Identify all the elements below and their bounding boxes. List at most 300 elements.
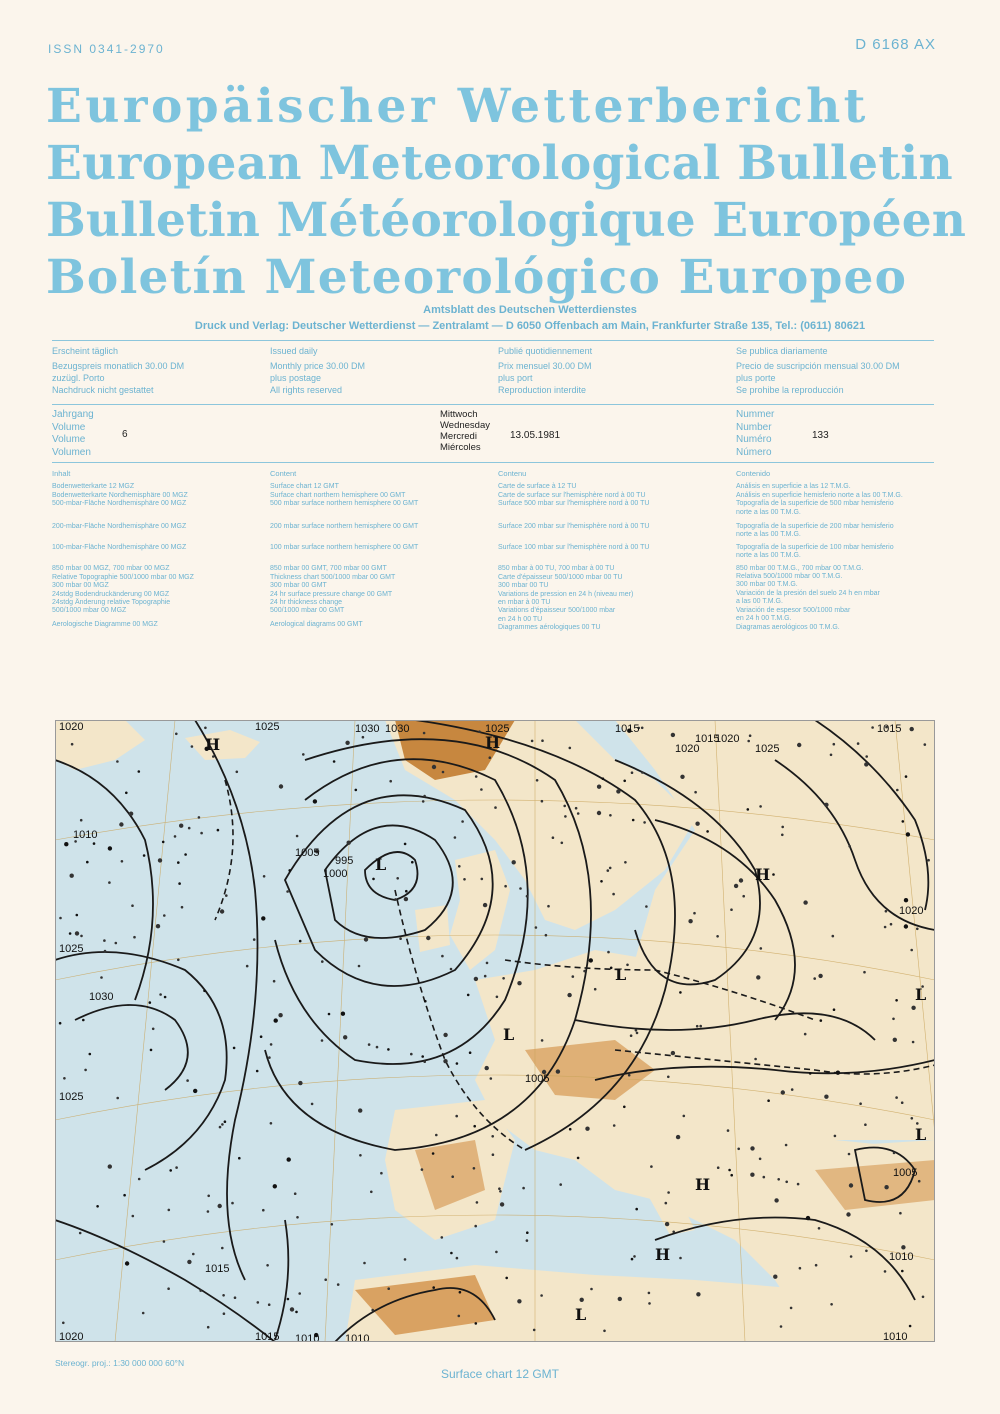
station-marker — [609, 867, 612, 870]
station-marker — [89, 1053, 92, 1056]
contents-item: Surface 100 mbar sur l'hemisphère nord à 00 TU — [498, 544, 650, 552]
station-marker — [747, 808, 750, 811]
contents-item: 300 mbar 00 GMT — [270, 582, 327, 590]
station-marker — [484, 975, 487, 978]
station-marker — [187, 1260, 191, 1264]
station-marker — [505, 1277, 508, 1280]
station-marker — [459, 1291, 462, 1294]
station-marker — [492, 1153, 495, 1156]
land-ireland — [415, 905, 450, 952]
contents-item: Aerological diagrams 00 GMT — [270, 620, 363, 628]
pressure-centre-marker: H — [695, 1175, 711, 1194]
station-marker — [225, 894, 228, 897]
station-marker — [175, 733, 178, 736]
station-marker — [494, 806, 497, 809]
station-marker — [463, 878, 466, 881]
contents-item: Relative Topographie 500/1000 mbar 00 MGZ — [52, 573, 194, 581]
subscription-es-line: Se publica diariamente — [736, 346, 828, 356]
station-marker — [865, 755, 868, 758]
station-marker — [833, 743, 836, 746]
title-spanish: Boletín Meteorológico Europeo — [46, 250, 908, 305]
station-marker — [454, 836, 457, 839]
station-marker — [328, 1013, 331, 1016]
station-marker — [781, 834, 784, 837]
station-marker — [597, 811, 601, 815]
station-marker — [389, 780, 392, 783]
station-marker — [846, 1212, 850, 1216]
contents-item: 24stdg Änderung relative Topographie — [52, 599, 171, 607]
station-marker — [443, 1033, 447, 1037]
station-marker — [895, 1096, 898, 1099]
station-marker — [556, 1069, 560, 1073]
contents-item: 300 mbar 00 T.M.G. — [736, 581, 798, 589]
station-marker — [803, 900, 807, 904]
station-marker — [138, 770, 141, 773]
station-marker — [512, 860, 516, 864]
contents-heading: Contenu — [498, 469, 527, 478]
station-marker — [192, 1253, 195, 1256]
station-marker — [177, 959, 180, 962]
contents-es — [736, 470, 903, 632]
issue-number: 133 — [812, 430, 829, 441]
station-marker — [590, 1288, 593, 1291]
station-marker — [302, 753, 305, 756]
isobar-label: 1005 — [295, 847, 320, 859]
station-marker — [496, 996, 499, 999]
station-marker — [473, 1167, 476, 1170]
contents-item: en 24 h 00 TU — [498, 615, 543, 623]
station-marker — [522, 1187, 525, 1190]
contents-item: 300 mbar 00 TU — [498, 582, 549, 590]
station-marker — [64, 842, 68, 846]
station-marker — [358, 1108, 362, 1112]
station-marker — [121, 860, 124, 863]
station-marker — [80, 819, 83, 822]
station-marker — [865, 1250, 868, 1253]
station-marker — [502, 977, 505, 980]
station-marker — [893, 1038, 897, 1042]
station-marker — [609, 814, 612, 817]
station-marker — [541, 739, 544, 742]
station-marker — [717, 1166, 720, 1169]
station-marker — [432, 1286, 435, 1289]
station-marker — [824, 1095, 828, 1099]
contents-item: 100 mbar surface northern hemisphere 00 GMT — [270, 544, 419, 552]
contents-item: norte a las 00 T.M.G. — [736, 508, 801, 516]
station-marker — [441, 1236, 444, 1239]
station-marker — [191, 745, 194, 748]
station-marker — [86, 861, 89, 864]
station-marker — [473, 1125, 476, 1128]
station-marker — [613, 1124, 616, 1127]
station-marker — [481, 878, 484, 881]
station-marker — [125, 792, 128, 795]
station-marker — [569, 1128, 572, 1131]
station-marker — [533, 1329, 536, 1332]
station-marker — [763, 1176, 766, 1179]
contents-item: 300 mbar 00 MGZ — [52, 582, 109, 590]
station-marker — [404, 897, 408, 901]
station-marker — [848, 1153, 851, 1156]
station-marker — [635, 1029, 638, 1032]
station-marker — [108, 1164, 112, 1168]
station-marker — [583, 970, 586, 973]
station-marker — [132, 1215, 135, 1218]
station-marker — [636, 1032, 639, 1035]
station-marker — [129, 812, 133, 816]
station-marker — [536, 779, 539, 782]
station-marker — [630, 1034, 633, 1037]
station-marker — [790, 1307, 793, 1310]
station-marker — [469, 1051, 472, 1054]
station-marker — [616, 789, 620, 793]
station-marker — [909, 1325, 912, 1328]
station-marker — [224, 1120, 227, 1123]
isobar-label: 1015 — [255, 1331, 280, 1342]
surface-weather-map — [55, 720, 935, 1342]
station-marker — [526, 1231, 529, 1234]
station-marker — [500, 1202, 504, 1206]
station-marker — [910, 949, 913, 952]
station-marker — [785, 1181, 788, 1184]
isobar-label: 1020 — [715, 733, 740, 745]
station-marker — [759, 805, 762, 808]
station-marker — [387, 1287, 390, 1290]
station-marker — [423, 1060, 426, 1063]
weekday-labels — [440, 409, 490, 453]
station-marker — [152, 1028, 155, 1031]
station-marker — [71, 743, 74, 746]
station-marker — [785, 1144, 788, 1147]
station-marker — [774, 1198, 778, 1202]
station-marker — [200, 832, 203, 835]
station-marker — [475, 775, 478, 778]
contents-item: en mbar à 00 TU — [498, 599, 551, 607]
station-marker — [603, 1330, 606, 1333]
station-marker — [467, 994, 470, 997]
station-marker — [207, 1210, 210, 1213]
station-marker — [341, 1012, 345, 1016]
station-marker — [905, 775, 908, 778]
station-marker — [863, 971, 866, 974]
station-marker — [890, 923, 893, 926]
station-marker — [499, 1190, 502, 1193]
station-marker — [922, 1296, 925, 1299]
station-marker — [589, 958, 593, 962]
station-marker — [246, 965, 249, 968]
station-marker — [597, 785, 601, 789]
station-marker — [884, 1270, 887, 1273]
station-marker — [618, 1297, 622, 1301]
station-marker — [331, 1223, 334, 1226]
station-marker — [730, 1174, 733, 1177]
isobar-label: 1025 — [59, 1091, 84, 1103]
pressure-centre-marker: L — [375, 855, 387, 874]
title-german: Europäischer Wetterbericht — [46, 79, 869, 134]
contents-item: Diagrammes aérologiques 00 TU — [498, 624, 601, 632]
station-marker — [857, 742, 860, 745]
station-marker — [193, 1089, 197, 1093]
station-marker — [168, 1209, 171, 1212]
subscription-fr-line: plus port — [498, 373, 533, 383]
publisher-line-2: Druck und Verlag: Deutscher Wetterdienst — Zentralamt — D 6050 Offenbach am Main, Frankfurter Straße 135, Tel.: (0611) 80621 — [194, 320, 866, 332]
station-marker — [623, 780, 626, 783]
contents-item: 24 hr surface pressure change 00 GMT — [270, 590, 393, 598]
station-marker — [531, 740, 534, 743]
station-marker — [519, 887, 522, 890]
subscription-en-line: plus postage — [270, 373, 322, 383]
station-marker — [754, 1058, 757, 1061]
isobar-label: 1020 — [59, 1331, 84, 1342]
station-marker — [93, 842, 96, 845]
station-marker — [623, 1106, 626, 1109]
station-marker — [899, 1212, 902, 1215]
station-marker — [631, 1258, 634, 1261]
station-marker — [716, 935, 719, 938]
contents-item: Carte de surface sur l'hemisphère nord à 00 TU — [498, 491, 646, 499]
isobar-label: 1010 — [73, 829, 98, 841]
station-marker — [181, 906, 184, 909]
subscription-es-line: Precio de suscripción mensual 30.00 DM — [736, 361, 900, 371]
isobar-label: 1025 — [255, 721, 280, 733]
station-marker — [394, 898, 397, 901]
isobar-label: 1010 — [889, 1251, 914, 1263]
station-marker — [474, 1225, 477, 1228]
station-marker — [480, 788, 483, 791]
station-marker — [221, 1123, 224, 1126]
station-marker — [59, 1022, 62, 1025]
station-marker — [218, 1204, 222, 1208]
station-marker — [75, 931, 79, 935]
contents-fr — [498, 470, 649, 633]
station-marker — [233, 1047, 236, 1050]
station-marker — [115, 942, 118, 945]
station-marker — [324, 1278, 327, 1281]
station-marker — [104, 950, 107, 953]
station-marker — [458, 865, 461, 868]
station-marker — [295, 1311, 298, 1314]
station-marker — [423, 795, 426, 798]
station-marker — [162, 841, 165, 844]
station-marker — [547, 905, 550, 908]
station-marker — [552, 836, 555, 839]
station-marker — [683, 1115, 686, 1118]
pressure-centre-marker: L — [503, 1025, 515, 1044]
station-marker — [410, 1053, 413, 1056]
contents-item: 850 mbar 00 T.M.G., 700 mbar 00 T.M.G. — [736, 564, 864, 572]
station-marker — [569, 747, 572, 750]
station-marker — [864, 762, 868, 766]
pressure-centre-marker: L — [615, 965, 627, 984]
station-marker — [313, 799, 317, 803]
contents-item: Bodenwetterkarte 12 MGZ — [52, 483, 135, 491]
station-marker — [885, 910, 888, 913]
station-marker — [461, 820, 464, 823]
station-marker — [696, 1292, 700, 1296]
station-marker — [82, 1019, 85, 1022]
station-marker — [100, 976, 103, 979]
station-marker — [777, 1178, 780, 1181]
isobar-label: 1005 — [525, 1073, 550, 1085]
station-marker — [904, 924, 908, 928]
station-marker — [290, 1307, 294, 1311]
station-marker — [59, 917, 62, 920]
station-marker — [223, 1312, 226, 1315]
rule-bottom — [52, 462, 934, 463]
station-marker — [671, 733, 675, 737]
station-marker — [370, 1191, 373, 1194]
contents-item: 850 mbar 00 GMT, 700 mbar 00 GMT — [270, 565, 387, 573]
volume-value: 6 — [122, 429, 128, 440]
station-marker — [231, 1202, 234, 1205]
station-marker — [287, 1298, 290, 1301]
station-marker — [174, 835, 177, 838]
station-marker — [257, 1301, 260, 1304]
station-marker — [545, 934, 548, 937]
station-marker — [149, 1001, 152, 1004]
station-marker — [364, 937, 368, 941]
station-marker — [270, 1043, 273, 1046]
station-marker — [498, 1187, 501, 1190]
title-block — [46, 78, 966, 306]
station-marker — [750, 1146, 754, 1150]
station-marker — [287, 1157, 291, 1161]
station-marker — [63, 1077, 66, 1080]
station-marker — [371, 1309, 374, 1312]
station-marker — [535, 926, 538, 929]
station-marker — [806, 1216, 810, 1220]
station-marker — [372, 878, 375, 881]
station-marker — [836, 1071, 840, 1075]
station-marker — [79, 1232, 82, 1235]
isobar-label: 1030 — [385, 723, 410, 735]
publisher-line-1: Amtsblatt des Deutschen Wetterdienstes — [423, 304, 637, 316]
station-marker — [818, 974, 822, 978]
station-marker — [912, 1041, 915, 1044]
station-marker — [142, 1312, 145, 1315]
station-marker — [540, 1294, 543, 1297]
contents-item: 500-mbar-Fläche Nordhemisphäre 00 MGZ — [52, 500, 187, 508]
projection-note: Stereogr. proj.: 1:30 000 000 60°N — [55, 1358, 185, 1368]
isobar-label: 1015 — [695, 733, 720, 745]
station-marker — [273, 1184, 277, 1188]
station-marker — [739, 878, 743, 882]
station-marker — [665, 1222, 669, 1226]
station-marker — [759, 1158, 762, 1161]
isobar-label: 1025 — [59, 943, 84, 955]
station-marker — [517, 1299, 521, 1303]
station-marker — [347, 841, 351, 845]
station-marker — [125, 1261, 129, 1265]
station-marker — [688, 919, 692, 923]
station-marker — [679, 991, 682, 994]
station-marker — [694, 791, 697, 794]
station-marker — [260, 1035, 263, 1038]
contents-item: 500/1000 mbar 00 MGZ — [52, 607, 127, 615]
station-marker — [665, 1202, 668, 1205]
issn-label: ISSN 0341-2970 — [48, 42, 165, 56]
subscription-en-line: All rights reserved — [270, 385, 343, 395]
contents-item: Thickness chart 500/1000 mbar 00 GMT — [270, 573, 396, 581]
station-marker — [311, 1103, 314, 1106]
station-marker — [337, 1283, 340, 1286]
station-marker — [236, 771, 239, 774]
station-marker — [893, 1152, 896, 1155]
station-marker — [871, 726, 874, 729]
station-marker — [813, 977, 816, 980]
station-marker — [756, 975, 760, 979]
isobar-label: 1010 — [345, 1333, 370, 1342]
station-marker — [600, 880, 603, 883]
contents-item: Variations d'épaisseur 500/1000 mbar — [498, 607, 616, 615]
station-marker — [175, 1166, 178, 1169]
station-marker — [133, 936, 136, 939]
station-marker — [734, 884, 738, 888]
station-marker — [607, 869, 610, 872]
station-marker — [421, 1168, 424, 1171]
publication-code: D 6168 AX — [855, 36, 936, 53]
contents-item: en 24 h 00 T.M.G. — [736, 615, 792, 623]
contents-item: Topografía de la superficie de 500 mbar hemisferio — [736, 500, 894, 508]
station-marker — [750, 1173, 754, 1177]
contents-item: Surface chart northern hemisphere 00 GMT — [270, 491, 406, 499]
contents-item: Surface chart 12 GMT — [270, 483, 339, 491]
rule-middle — [52, 404, 934, 405]
subscription-fr-line: Publié quotidiennement — [498, 346, 593, 356]
station-marker — [278, 1013, 282, 1017]
station-marker — [451, 1175, 454, 1178]
station-marker — [116, 760, 119, 763]
station-marker — [450, 1252, 453, 1255]
station-marker — [696, 1025, 699, 1028]
station-marker — [299, 940, 302, 943]
subscription-es-line: Se prohibe la reproducción — [736, 385, 844, 395]
station-marker — [820, 1019, 823, 1022]
station-marker — [833, 1008, 836, 1011]
station-marker — [455, 1115, 458, 1118]
station-marker — [781, 1090, 785, 1094]
station-marker — [911, 1006, 915, 1010]
isobar-label: 1005 — [893, 1167, 918, 1179]
station-marker — [220, 909, 224, 913]
station-marker — [626, 964, 629, 967]
station-marker — [563, 805, 566, 808]
station-marker — [138, 1178, 141, 1181]
station-marker — [561, 842, 564, 845]
subscription-de-line: Bezugspreis monatlich 30.00 DM — [52, 361, 185, 371]
contents-item: Variación de la presión del suelo 24 h en mbar — [736, 589, 880, 597]
station-marker — [222, 1294, 225, 1297]
station-marker — [411, 861, 414, 864]
station-marker — [911, 1117, 914, 1120]
station-marker — [294, 1192, 297, 1195]
station-marker — [859, 1102, 862, 1105]
station-marker — [612, 893, 615, 896]
subscription-de-line: zuzügl. Porto — [52, 373, 105, 383]
contents-item: norte a las 00 T.M.G. — [736, 531, 801, 539]
station-marker — [296, 835, 299, 838]
station-marker — [221, 1247, 224, 1250]
rule-top — [52, 340, 934, 341]
station-marker — [892, 1018, 895, 1021]
station-marker — [575, 807, 578, 810]
station-marker — [363, 1262, 366, 1265]
station-marker — [80, 935, 83, 938]
title-french: Bulletin Météorologique Européen — [46, 193, 966, 248]
station-marker — [495, 1251, 498, 1254]
pressure-centre-marker: H — [755, 865, 771, 884]
contents-item: Relativa 500/1000 mbar 00 T.M.G. — [736, 573, 843, 581]
